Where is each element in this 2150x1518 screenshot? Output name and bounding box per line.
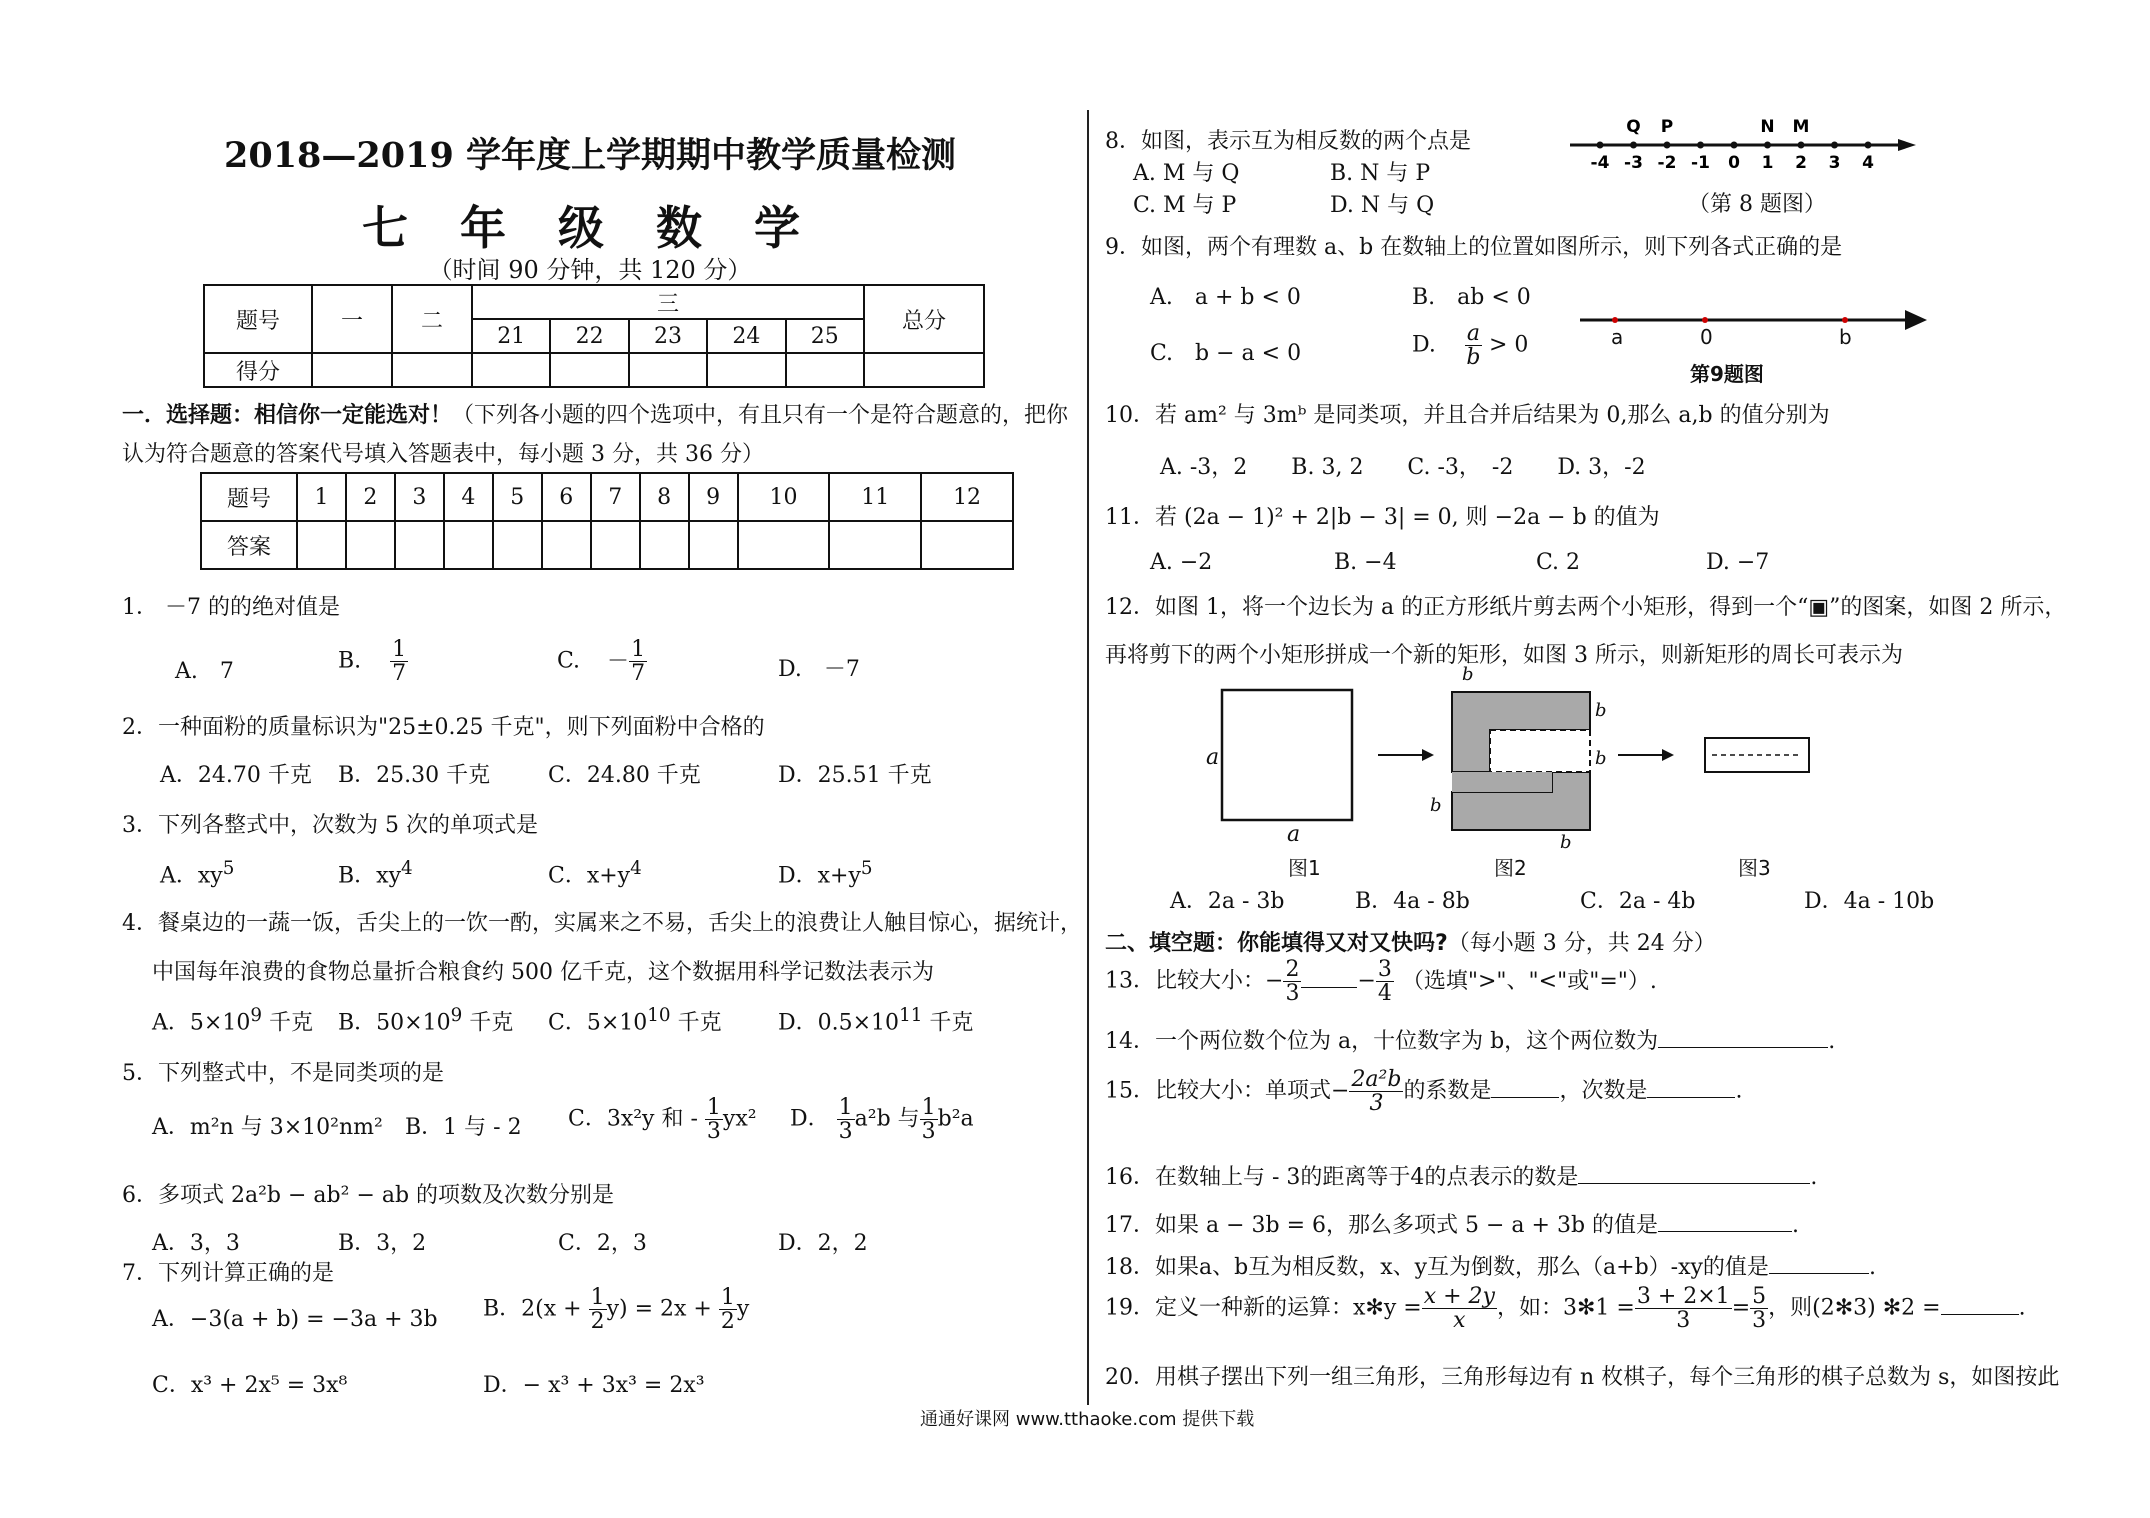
q12-figures — [1200, 660, 1840, 880]
subject-title: 七 年 级 数 学 — [361, 201, 819, 255]
q8-option-a: A. M 与 Q — [1133, 161, 1240, 186]
q10-options: A. -3，2 B. 3, 2 C. -3， -2 D. 3，-2 — [1160, 455, 1646, 480]
q4-option-b — [338, 1005, 513, 1036]
q8-point-label: N — [1760, 117, 1775, 137]
q8-tick-dot — [1798, 142, 1805, 149]
q5-option-a: A．m²n 与 3×10²nm² — [152, 1115, 383, 1140]
q8-tick-label: -4 — [1590, 153, 1610, 173]
answer-cell[interactable] — [297, 521, 346, 569]
q19-mid: ，如：3✻1 = — [1496, 1295, 1635, 1321]
q16-line: 16．在数轴上与 - 3的距离等于4的点表示的数是 . — [1105, 1165, 1818, 1190]
q12-fig2-b-left: b — [1430, 795, 1442, 816]
q8-number-line — [1560, 112, 1920, 172]
q9-label-b: b — [1839, 325, 1852, 349]
numerator: 1 — [921, 1095, 936, 1120]
q8-ticks — [1591, 142, 1875, 174]
q12-fig1-square — [1222, 690, 1352, 820]
q8-tick-dot — [1630, 142, 1637, 149]
q3-c-text: C．x+y — [548, 863, 631, 889]
q12-fig1-bottom-label: a — [1287, 822, 1301, 847]
q8-tick-dot — [1865, 142, 1872, 149]
footer-credit: 通通好课网 www.tthaoke.com 提供下载 — [920, 1409, 1255, 1430]
score-header-er: 二 — [392, 285, 472, 353]
q12-fig2-b-right1: b — [1595, 700, 1607, 721]
answer-num: 10 — [738, 473, 830, 521]
q5-option-d — [790, 1096, 974, 1143]
q4-a-unit: 千克 — [262, 1010, 313, 1036]
q5-d-mid: a²b 与 — [854, 1106, 920, 1132]
score-header-yi: 一 — [312, 285, 392, 353]
q5-c-pre: C．3x²y 和 - — [568, 1106, 698, 1132]
q15-pre: 15．比较大小：单项式− — [1105, 1078, 1350, 1104]
q15-coef-blank[interactable] — [1491, 1077, 1559, 1098]
answer-cell[interactable] — [346, 521, 395, 569]
q9-point-b — [1842, 317, 1848, 323]
q7-option-d: D．− x³ + 3x³ = 2x³ — [483, 1373, 705, 1398]
q8-stem: 8．如图，表示互为相反数的两个点是 — [1105, 129, 1471, 154]
score-header-san: 三 — [472, 285, 864, 319]
answer-num: 7 — [591, 473, 640, 521]
answer-num: 11 — [829, 473, 921, 521]
answer-cell[interactable] — [829, 521, 921, 569]
q4-c-unit: 千克 — [670, 1010, 722, 1036]
q15-post: ，次数是 — [1559, 1078, 1648, 1104]
section1-heading: 一．选择题：相信你一定能选对！ — [122, 403, 453, 428]
q8-option-c: C. M 与 P — [1133, 193, 1237, 218]
denominator: 7 — [392, 661, 407, 687]
answer-cell[interactable] — [689, 521, 738, 569]
q9-option-c: C. b − a < 0 — [1150, 341, 1302, 366]
answer-num: 9 — [689, 473, 738, 521]
q12-stem2: 再将剪下的两个小矩形拼成一个新的矩形，如图 3 所示，则新矩形的周长可表示为 — [1105, 643, 1903, 668]
q12-fig1-side-label: a — [1206, 745, 1220, 770]
q4-b-unit: 千克 — [462, 1010, 514, 1036]
answer-cell[interactable] — [395, 521, 444, 569]
time-info: （时间 90 分钟，共 120 分） — [428, 256, 752, 284]
q8-tick-label: 0 — [1728, 153, 1740, 173]
q13-post: （选填">"、"<"或"="）. — [1401, 968, 1657, 994]
q4-stem1: 4．餐桌边的一蔬一饭，舌尖上的一饮一酌，实属来之不易，舌尖上的浪费让人触目惊心，据统计， — [122, 911, 1083, 936]
section1-line1 — [122, 398, 1068, 429]
q17-answer-blank[interactable] — [1658, 1211, 1792, 1232]
q18-stem: 18．如果a、b互为相反数，x、y互为倒数，那么（a+b）-xy的值是 — [1105, 1255, 1769, 1280]
q12-arrow2-head — [1662, 749, 1674, 761]
q19-eq: = — [1731, 1295, 1751, 1321]
q1-option-d: D. －7 — [778, 657, 860, 682]
q18-answer-blank[interactable] — [1769, 1253, 1869, 1274]
q8-tick-label: 3 — [1828, 153, 1841, 173]
q9-arrow — [1905, 310, 1927, 330]
section2-heading: 二、填空题：你能填得又对又快吗? — [1105, 931, 1448, 956]
q8-tick-dot — [1597, 142, 1604, 149]
q13-line — [1105, 958, 1657, 1005]
denominator: 3 — [1752, 1308, 1767, 1334]
q9-d-pre: D. — [1412, 332, 1436, 358]
q15-line: 15．比较大小：单项式− $\frac{\text{2a²b}}{3}$ 的系数是 ，次数是 . — [1105, 1067, 1743, 1117]
q3-stem: 3．下列各整式中，次数为 5 次的单项式是 — [122, 813, 538, 838]
q8-tick-dot — [1697, 142, 1704, 149]
q12-fig2-b-top: b — [1462, 664, 1474, 685]
denominator: 3 — [1285, 981, 1300, 1007]
q12-fig2-caption: 图2 — [1494, 856, 1527, 880]
q19-pre: 19．定义一种新的运算：x✻y = — [1105, 1295, 1422, 1321]
denominator: 3 — [706, 1119, 721, 1145]
q13-fraction1 — [1283, 958, 1301, 1005]
q4-d-text: D．0.5×10 — [778, 1010, 900, 1036]
q9-d-post: > 0 — [1488, 332, 1529, 358]
q4-b-sup: 9 — [450, 1005, 463, 1026]
q7-b-mid: y) = 2x + — [606, 1296, 712, 1322]
q2-option-b: B．25.30 千克 — [338, 763, 491, 788]
q1-option-b — [338, 638, 408, 685]
q1-b-fraction — [390, 638, 408, 685]
q19-answer-blank[interactable] — [1941, 1294, 2019, 1315]
minus-sign: － — [607, 648, 630, 674]
numerator: 3 — [1377, 957, 1392, 982]
answer-cell[interactable] — [493, 521, 542, 569]
answer-num: 8 — [640, 473, 689, 521]
q4-option-d — [778, 1005, 973, 1036]
answer-num: 12 — [921, 473, 1013, 521]
q7-b-fraction2 — [719, 1286, 737, 1333]
answer-num: 3 — [395, 473, 444, 521]
q3-d-sup: 5 — [860, 858, 873, 879]
section1-desc: （下列各小题的四个选项中，有且只有一个是符合题意的，把你 — [452, 403, 1069, 428]
q3-c-sup: 4 — [630, 858, 642, 879]
q3-option-b — [338, 858, 413, 889]
q5-c-fraction — [705, 1096, 723, 1143]
denominator: 4 — [1377, 981, 1392, 1007]
score-cell[interactable] — [472, 353, 550, 387]
q7-b-fraction1 — [589, 1286, 607, 1333]
score-sub: 23 — [629, 319, 707, 353]
q14-answer-blank[interactable] — [1658, 1027, 1828, 1048]
exam-title: 2018—2019 学年度上学期期中教学质量检测 — [223, 135, 956, 176]
q15-fraction — [1349, 1068, 1403, 1115]
q8-point-label: M — [1792, 117, 1810, 137]
q1-option-c — [557, 638, 647, 685]
answer-num: 1 — [297, 473, 346, 521]
q4-a-text: A．5×10 — [152, 1010, 251, 1036]
q2-option-c: C．24.80 千克 — [548, 763, 701, 788]
numerator: 5 — [1752, 1284, 1767, 1309]
q9-point-a — [1612, 317, 1618, 323]
q10-stem: 10．若 am² 与 3mᵇ 是同类项，并且合并后结果为 0,那么 a,b 的值分别为 — [1105, 403, 1830, 428]
q19-fraction3 — [1750, 1285, 1768, 1332]
q8-tick-label: -1 — [1691, 153, 1710, 173]
q1-c-fraction — [629, 638, 647, 685]
q8-tick-dot — [1831, 142, 1838, 149]
answer-cell[interactable] — [921, 521, 1013, 569]
denominator: 7 — [631, 661, 646, 687]
q8-option-d: D. N 与 Q — [1330, 193, 1435, 218]
denominator: 2 — [590, 1309, 605, 1335]
q2-stem: 2．一种面粉的质量标识为"25±0.25 千克"，则下列面粉中合格的 — [122, 715, 765, 740]
score-cell[interactable] — [312, 353, 392, 387]
denominator: x — [1453, 1308, 1466, 1334]
q20-stem: 20．用棋子摆出下列一组三角形，三角形每边有 n 枚棋子，每个三角形的棋子总数为 s，如图按此 — [1105, 1365, 2060, 1390]
q6-stem: 6．多项式 2a²b − ab² − ab 的项数及次数分别是 — [122, 1183, 615, 1208]
section2-desc: （每小题 3 分，共 24 分） — [1447, 931, 1716, 956]
q12-option-a: A．2a - 3b — [1170, 889, 1285, 914]
q7-b-pre: B．2(x + — [483, 1296, 582, 1322]
answer-cell[interactable] — [738, 521, 830, 569]
score-sub: 24 — [707, 319, 785, 353]
numerator: 1 — [706, 1095, 721, 1120]
q11-option-c: C. 2 — [1536, 550, 1581, 575]
q8-point-label: P — [1660, 117, 1674, 137]
q12-option-c: C．2a - 4b — [1580, 889, 1696, 914]
numerator: 2a²b — [1351, 1067, 1402, 1092]
denominator: b — [1466, 345, 1481, 371]
numerator: 1 — [631, 637, 646, 662]
answer-num: 4 — [444, 473, 493, 521]
q9-stem: 9．如图，两个有理数 a、b 在数轴上的位置如图所示，则下列各式正确的是 — [1105, 235, 1843, 260]
q3-b-text: B．xy — [338, 863, 402, 889]
q7-b-post: y — [736, 1296, 750, 1322]
q9-label-a: a — [1611, 325, 1624, 349]
score-header-zongfen: 总分 — [864, 285, 984, 353]
q5-option-b: B．1 与 - 2 — [405, 1115, 522, 1140]
q12-fig2-b-bottom: b — [1560, 832, 1572, 853]
numerator: x + 2y — [1423, 1284, 1495, 1309]
q5-stem: 5．下列整式中，不是同类项的是 — [122, 1061, 444, 1086]
q17-line: 17．如果 a − 3b = 6，那么多项式 5 − a + 3b 的值是 . — [1105, 1213, 1800, 1238]
q4-a-sup: 9 — [250, 1005, 262, 1026]
q8-tick-label: 4 — [1862, 153, 1874, 173]
q8-points — [1626, 117, 1809, 137]
q18-line: 18．如果a、b互为相反数，x、y互为倒数，那么（a+b）-xy的值是 . — [1105, 1255, 1876, 1280]
q8-tick-label: -2 — [1657, 153, 1677, 173]
answer-cell[interactable] — [640, 521, 689, 569]
q9-label-0: 0 — [1700, 325, 1713, 349]
score-sub: 22 — [550, 319, 628, 353]
score-cell[interactable] — [864, 353, 984, 387]
q5-d-fraction1 — [837, 1096, 855, 1143]
q16-answer-blank[interactable] — [1578, 1163, 1810, 1184]
q12-fig2-b-right2: b — [1595, 748, 1607, 769]
denominator: 2 — [720, 1309, 735, 1335]
score-header-tihao: 题号 — [204, 285, 312, 353]
q7-option-a: A．−3(a + b) = −3a + 3b — [152, 1307, 438, 1332]
q1-b-label: B. — [338, 648, 362, 674]
q13-mid: − — [1357, 968, 1376, 994]
score-sub: 21 — [472, 319, 550, 353]
answer-num: 2 — [346, 473, 395, 521]
q3-b-sup: 4 — [401, 858, 413, 879]
score-row-defen: 得分 — [204, 353, 312, 387]
q6-option-a: A．3，3 — [152, 1231, 240, 1256]
q5-d-fraction2 — [920, 1096, 938, 1143]
q6-option-d: D．2，2 — [778, 1231, 868, 1256]
answer-num: 6 — [542, 473, 591, 521]
q12-option-d: D．4a - 10b — [1804, 889, 1935, 914]
q9-option-a: A. a + b < 0 — [1150, 285, 1301, 310]
q15-mid: 的系数是 — [1403, 1078, 1492, 1104]
score-table — [203, 284, 985, 388]
answer-num: 5 — [493, 473, 542, 521]
q5-d-pre: D． — [790, 1106, 830, 1132]
q5-d-post: b²a — [937, 1106, 974, 1132]
score-cell[interactable] — [392, 353, 472, 387]
q3-option-a — [160, 858, 234, 889]
q9-number-line — [1575, 300, 1935, 350]
q4-c-sup: 10 — [647, 1005, 671, 1026]
numerator: 3 + 2×1 — [1636, 1284, 1730, 1309]
q8-arrow — [1898, 139, 1916, 151]
q3-option-c — [548, 858, 642, 889]
section1-desc2: 认为符合题意的答案代号填入答题表中，每小题 3 分，共 36 分） — [122, 442, 764, 467]
q8-caption: （第 8 题图） — [1688, 192, 1826, 217]
q11-option-a: A. −2 — [1150, 550, 1213, 575]
q8-tick-label: -3 — [1624, 153, 1643, 173]
q12-option-b: B．4a - 8b — [1355, 889, 1470, 914]
q4-d-sup: 11 — [899, 1005, 923, 1026]
q2-option-d: D．25.51 千克 — [778, 763, 932, 788]
q8-tick-dot — [1731, 142, 1738, 149]
q9-point-0 — [1702, 317, 1708, 323]
q12-stem1: 12．如图 1，将一个边长为 a 的正方形纸片剪去两个小矩形，得到一个“▣”的图案，如图 2 所示， — [1105, 595, 2067, 620]
answer-header-tihao: 题号 — [201, 473, 297, 521]
q1-stem: 1． －7 的的绝对值是 — [122, 595, 340, 620]
q12-arrow1-head — [1422, 749, 1434, 761]
q19-line: 19．定义一种新的运算：x✻y = $\frac{x + 2y}{x}$ ，如：3✻1 = $\frac{3 + 2\times 1}{3}$ = $\frac{5}{3}$ ，则(2✻3) ✻2 = . — [1105, 1284, 2026, 1334]
answer-cell[interactable] — [591, 521, 640, 569]
q8-tick-dot — [1664, 142, 1671, 149]
q19-post: ，则(2✻3) ✻2 = — [1768, 1295, 1941, 1321]
q4-c-text: C．5×10 — [548, 1010, 648, 1036]
q8-tick-label: 2 — [1795, 153, 1807, 173]
q7-stem: 7．下列计算正确的是 — [122, 1261, 334, 1286]
q11-option-d: D. −7 — [1706, 550, 1770, 575]
q5-option-c — [568, 1096, 757, 1143]
denominator: 3 — [838, 1119, 853, 1145]
q6-option-b: B．3，2 — [338, 1231, 427, 1256]
q12-fig3-caption: 图3 — [1738, 856, 1771, 880]
score-sub: 25 — [786, 319, 864, 353]
q4-option-a — [152, 1005, 313, 1036]
q4-d-unit: 千克 — [922, 1010, 974, 1036]
score-cell[interactable] — [786, 353, 864, 387]
column-divider — [1087, 110, 1089, 1405]
q12-fig1-caption: 图1 — [1288, 856, 1321, 880]
q1-c-label: C. — [557, 648, 581, 674]
q9-option-d — [1412, 322, 1528, 369]
answer-header-daan: 答案 — [201, 521, 297, 569]
q3-a-sup: 5 — [222, 858, 235, 879]
q13-fraction2 — [1376, 958, 1394, 1005]
q4-b-text: B．50×10 — [338, 1010, 451, 1036]
numerator: a — [1466, 321, 1480, 346]
q3-d-text: D．x+y — [778, 863, 861, 889]
q11-stem: 11．若 (2a − 1)² + 2|b − 3| = 0, 则 −2a − b 的值为 — [1105, 505, 1660, 530]
q6-option-c: C．2，3 — [558, 1231, 647, 1256]
q3-a-text: A．xy — [160, 863, 223, 889]
q13-pre: 13．比较大小：− — [1105, 968, 1284, 994]
q19-fraction1 — [1422, 1285, 1497, 1332]
q9-option-b: B. ab < 0 — [1412, 285, 1531, 310]
q14-stem: 14．一个两位数个位为 a，十位数字为 b，这个两位数为 — [1105, 1029, 1659, 1054]
q1-option-a: A. 7 — [175, 659, 234, 684]
numerator: 1 — [838, 1095, 853, 1120]
q2-option-a: A．24.70 千克 — [160, 763, 312, 788]
denominator: 3 — [921, 1119, 936, 1145]
section2-line — [1105, 926, 1716, 957]
denominator: 3 — [1369, 1091, 1384, 1117]
q5-c-post: yx² — [722, 1106, 757, 1132]
q8-tick-dot — [1764, 142, 1771, 149]
q13-answer-blank[interactable] — [1301, 967, 1357, 988]
q12-fig2-mid — [1452, 772, 1552, 792]
q19-fraction2 — [1635, 1285, 1732, 1332]
q8-tick-label: 1 — [1761, 153, 1774, 173]
q9-caption: 第9题图 — [1690, 362, 1764, 386]
q4-stem2: 中国每年浪费的食物总量折合粮食约 500 亿千克，这个数据用科学记数法表示为 — [152, 960, 934, 985]
q11-option-b: B. −4 — [1334, 550, 1397, 575]
numerator: 1 — [392, 637, 407, 662]
score-cell[interactable] — [550, 353, 628, 387]
numerator: 1 — [590, 1285, 605, 1310]
answer-cell[interactable] — [542, 521, 591, 569]
q14-line: 14．一个两位数个位为 a，十位数字为 b，这个两位数为 . — [1105, 1029, 1836, 1054]
q4-option-c — [548, 1005, 722, 1036]
q7-option-b — [483, 1286, 749, 1333]
q9-d-fraction — [1465, 322, 1482, 369]
q16-stem: 16．在数轴上与 - 3的距离等于4的点表示的数是 — [1105, 1165, 1579, 1190]
q8-option-b: B. N 与 P — [1330, 161, 1431, 186]
q12-fig2-cut-top — [1490, 730, 1590, 772]
numerator: 1 — [720, 1285, 735, 1310]
score-cell[interactable] — [629, 353, 707, 387]
answer-cell[interactable] — [444, 521, 493, 569]
numerator: 2 — [1285, 957, 1300, 982]
score-cell[interactable] — [707, 353, 785, 387]
q17-stem: 17．如果 a − 3b = 6，那么多项式 5 − a + 3b 的值是 — [1105, 1213, 1659, 1238]
q8-point-label: Q — [1626, 117, 1641, 137]
q15-degree-blank[interactable] — [1647, 1077, 1735, 1098]
q3-option-d — [778, 858, 873, 889]
answer-table — [200, 472, 1014, 570]
q7-option-c: C．x³ + 2x⁵ = 3x⁸ — [152, 1373, 348, 1398]
denominator: 3 — [1676, 1308, 1691, 1334]
